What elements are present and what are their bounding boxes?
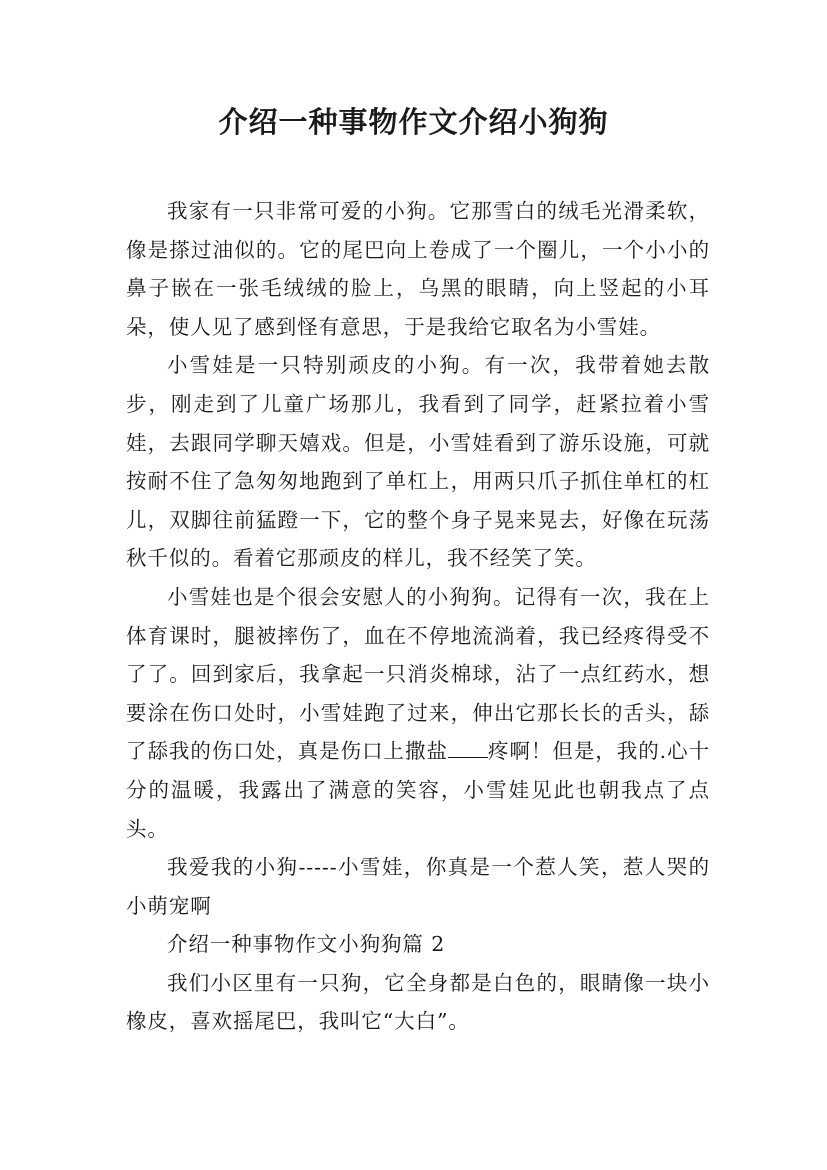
paragraph-3-part-2: 疼啊！但是，我的.心十分的温暖，我露出了满意的笑容，小雪娃见此也朝我点了点头。 [126, 739, 711, 841]
paragraph-5: 我们小区里有一只狗，它全身都是白色的，眼睛像一块小橡皮，喜欢摇尾巴，我叫它“大白”。 [126, 970, 710, 1034]
paragraph-4: 我爱我的小狗-----小雪娃，你真是一个惹人笑，惹人哭的小萌宠啊 [126, 855, 710, 918]
document-title: 介绍一种事物作文介绍小狗狗 [218, 105, 609, 139]
paragraph-3-part-1: 小雪娃也是个很会安慰人的小狗狗。记得有一次，我在上体育课时，腿被摔伤了，血在不停地流淌着，我已经疼得受不了了。回到家后，我拿起一只消炎棉球，沾了一点红药水，想要涂在伤口处时，小雪娃跑了过来，伸出它那长长的舌头，舔了舔我的伤口处，真是伤口上撒盐 [126, 584, 710, 764]
section-2-heading: 介绍一种事物作文小狗狗篇 2 [167, 932, 446, 957]
paragraph-2: 小雪娃是一只特别顽皮的小狗。有一次，我带着她去散步，刚走到了儿童广场那儿，我看到了同学，赶紧拉着小雪娃，去跟同学聊天嬉戏。但是，小雪娃看到了游乐设施，可就按耐不住了急匆匆地跑到了单杠上，用两只爪子抓住单杠的杠儿，双脚往前猛蹬一下，它的整个身子晃来晃去，好像在玩荡秋千似的。看着它那顽皮的样儿，我不经笑了笑。 [126, 353, 710, 571]
fill-in-blank [448, 737, 488, 758]
document-body [126, 192, 710, 1041]
paragraph-1: 我家有一只非常可爱的小狗。它那雪白的绒毛光滑柔软，像是搽过油似的。它的尾巴向上卷成了一个圈儿，一个小小的鼻子嵌在一张毛绒绒的脸上，乌黑的眼睛，向上竖起的小耳朵，使人见了感到怪有意思，于是我给它取名为小雪娃。 [126, 199, 710, 339]
paragraph-3 [126, 578, 710, 848]
